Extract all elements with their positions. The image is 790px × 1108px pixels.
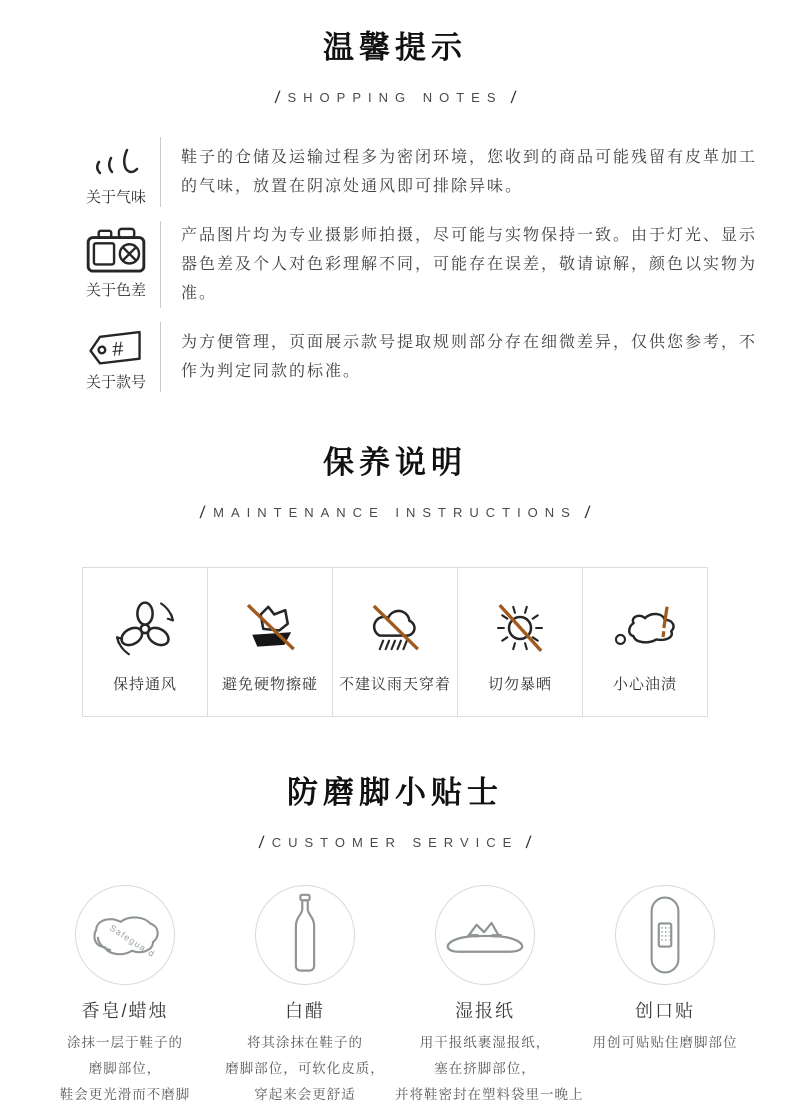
tip-soap: [35, 885, 215, 1108]
slash-left: /: [199, 503, 207, 522]
fan-icon: [112, 591, 178, 665]
tip-label: 湿报纸: [455, 1001, 515, 1021]
note-label-color: 关于色差: [85, 281, 146, 299]
slash-left: /: [258, 833, 265, 852]
tip-bandaid: [575, 885, 755, 1108]
tip-desc: 涂抹一层于鞋子的 磨脚部位， 鞋会更光滑而不磨脚: [59, 1035, 191, 1102]
tip-vinegar: [215, 885, 395, 1108]
bandaid-icon: [615, 885, 715, 985]
shopping-notes-section: [0, 0, 790, 399]
customer-service-title: 防磨脚小贴士: [287, 775, 503, 810]
customer-service-tips: [0, 885, 790, 1108]
svg-text:#: #: [111, 338, 125, 361]
shopping-notes-subtitle: [0, 90, 790, 106]
maintenance-label: 保持通风: [112, 675, 177, 693]
shopping-notes-list: [72, 130, 762, 399]
note-row-color: [72, 214, 762, 315]
note-row-odor: [72, 130, 762, 214]
note-label-odor: 关于气味: [85, 189, 146, 206]
note-text-color: 产品图片均为专业摄影师拍摄，尽可能与实物保持一致。由于灯光、显示器色差及个人对色彩理解不同，可能存在误差，敬请谅解，颜色以实物为准。: [181, 227, 758, 302]
slash-left: /: [273, 88, 281, 107]
oil-stain-icon: [609, 591, 681, 665]
note-text-model: 为方便管理，页面展示款号提取规则部分存在细微差异，仅供您参考，不作为判定同款的标准。: [181, 334, 758, 380]
maintenance-label: 小心油渍: [612, 675, 677, 693]
slash-right: /: [525, 833, 533, 852]
tip-newspaper: [395, 885, 584, 1108]
maintenance-box-no-hard-object: [207, 567, 333, 717]
slash-right: /: [509, 88, 517, 107]
tip-desc: 用创可贴贴住磨脚部位: [592, 1035, 738, 1050]
no-rain-icon: [362, 591, 428, 665]
maintenance-title: 保养说明: [323, 445, 467, 480]
maintenance-box-ventilate: [82, 567, 208, 717]
maintenance-subtitle-text: MAINTENANCE INSTRUCTIONS: [213, 505, 577, 520]
tip-label: 创口贴: [635, 1001, 695, 1021]
tip-label: 白醋: [285, 1001, 325, 1021]
customer-service-subtitle-text: CUSTOMER SERVICE: [271, 835, 519, 850]
wet-newspaper-icon: [435, 885, 535, 985]
maintenance-subtitle: [0, 505, 790, 521]
slash-right: /: [583, 503, 591, 522]
maintenance-label: 避免硬物擦碰: [221, 675, 318, 693]
camera-icon: [85, 230, 147, 274]
maintenance-box-no-rain: [332, 567, 458, 717]
maintenance-label: 不建议雨天穿着: [338, 675, 451, 693]
shopping-notes-title: 温馨提示: [323, 30, 467, 65]
note-text-odor: 鞋子的仓储及运输过程多为密闭环境，您收到的商品可能残留有皮革加工的气味，放置在阴凉处通风即可排除异味。: [181, 149, 758, 195]
maintenance-box-oil: [582, 567, 708, 717]
shopping-notes-subtitle-text: SHOPPING NOTES: [287, 90, 503, 105]
vinegar-bottle-icon: [255, 885, 355, 985]
no-sun-icon: [487, 591, 553, 665]
note-row-model: [72, 315, 762, 399]
maintenance-section: [0, 441, 790, 717]
maintenance-label: 切勿暴晒: [487, 675, 552, 693]
tag-icon: [87, 322, 145, 366]
odor-icon: [90, 137, 142, 181]
soap-icon: [75, 885, 175, 985]
maintenance-boxes: [0, 567, 790, 717]
tip-label: 香皂/蜡烛: [81, 1001, 169, 1021]
tip-desc: 用干报纸裹湿报纸， 塞在挤脚部位， 并将鞋密封在塑料袋里一晚上: [395, 1035, 584, 1102]
no-hard-object-icon: [237, 591, 303, 665]
tip-desc: 将其涂抹在鞋子的 磨脚部位，可软化皮质， 穿起来会更舒适: [225, 1035, 385, 1102]
note-label-model: 关于款号: [85, 374, 146, 391]
customer-service-section: [0, 771, 790, 1108]
soap-brand-text: Safeguard: [107, 922, 158, 960]
maintenance-box-no-sun: [457, 567, 583, 717]
customer-service-subtitle: [0, 835, 790, 851]
